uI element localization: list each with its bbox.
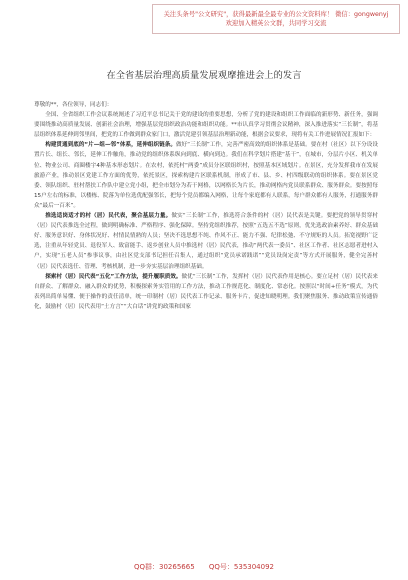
section-1-body: 做好“三长制”工作，完善严密高效的组织体系是基础。要在村（社区）以下分设设置片长、组长、邻长，延伸工作触角，推动党的组织体系纵向到底、横向到边。我们在科学划片搭建“基干”，在城市，分层片小区、机关单位、物业公司、商圈楼宇4种基本形态划片。在农村，依托村“两委”成员分区联组织村，按照基本区域划片。在景区，充分发挥我市在发展旅游产业，推动景区党建工作方面的优势，依托景区，探索构建片区联系机制，形成了市、县、乡、村四级联动的组织体系。要在景区党委、领队组织、驻村帮扶工作队中建立党小组，把全市划分为若干网格，以网格长为片长，推动网格内党员联系群众、服务群众。要按照每15户左右的标准，以楼栋、院落为单位选优配强邻长，把每个党员都编入网格，让每个家庭都有人联系，每户群众都有人服务，打通服务群众“最后一百米”。 bbox=[34, 142, 378, 209]
footer-contact bbox=[0, 562, 408, 572]
banner-line-2: 欢迎加入精英公文群，共同学习交流 bbox=[225, 20, 327, 27]
section-3-body: 做优“三长制”工作，发挥村（居）民代表作用是核心。要立足村（居）民代表来自群众、了解群众、融入群众的优势，积极探索务实管用的工作方法，推动工作规范化、制度化、常态化。按照以“时间+任务”模式，为代表列出简单易懂、便于操作的责任清单，统一印制村（居）民代表工作记录、服务卡片，促进知晓明理。我们聚焦服务、推动政策宣传通俗化，鼓励村（居）民代表用“土方言”“大白话”讲党的政策和国家 bbox=[34, 273, 378, 310]
footer-qq-group: QQ群：30265665 bbox=[134, 563, 195, 571]
section-2 bbox=[34, 211, 378, 272]
intro-paragraph: 全国、全省组织工作会议系统阐述了习近平总书记关于党的建设的重要思想，分析了党的建设和组织工作面临的新形势、新任务，强调要围绕推动高质量发展、创新社会治理，增强基层党组织政治功能和组织功能。**市认真学习贯彻会议精神，深入推进落实“三长制”，将基层组织体系延伸到邻里间，把党的工作做到群众家门口，激活党建引领基层治理新动能，根据会议要求，现将有关工作进展情况汇报如下： bbox=[34, 112, 378, 139]
section-2-body: 做实“三长制”工作，推选符合条件的村（居）民代表是关键。要把党的领导贯穿村（居）民代表推选全过程，做到明确标准、严格程序、强化保障。坚持党组织推荐，按照“五选五不选”原则，优先选政治素养好、群众基础好、服务意识好、身体状况好、村情民情熟的人员；坚决不选思想不纯、作风不正、能力不强、纪律松弛、不守规矩的人员。拓宽视野广泛选，注重从年轻党员、退役军人、致富能手、返乡创业人员中推选村（居）民代表，推动“两代表一委员”、社区工作者、社区志愿者进村入户，实现“五老人员”参事议事，由社区党支部书记担任召集人，通过组织“党员承诺践诺”“党员设岗定责”等方式开展服务，健全完善村（居）民代表选任、管理、考核机制，进一步夯实基层治理组织基础。 bbox=[34, 213, 378, 270]
document-body bbox=[34, 100, 378, 312]
greeting: 尊敬的**，各位领导，同志们： bbox=[34, 102, 113, 108]
banner-line-1: 关注头条号"公文研究"，获得最新最全最专业的公文资料库！ 微信：gongwenyj bbox=[163, 11, 389, 18]
section-2-heading: 推选适岗适才的村（居）民代表，聚合基层力量。 bbox=[45, 213, 172, 220]
section-3-heading: 探索村（居）民代表“五化”工作方法，提升履职质效。 bbox=[45, 273, 182, 280]
section-1 bbox=[34, 140, 378, 211]
document-title: 在全省基层治理高质量发展观摩推进会上的发言 bbox=[106, 70, 302, 81]
section-1-heading: 构建贯通到底的“片—组—邻”体系，延伸组织链条。 bbox=[45, 142, 176, 149]
section-3 bbox=[34, 272, 378, 312]
footer-qq: QQ号：535304092 bbox=[208, 563, 274, 571]
header-banner bbox=[152, 4, 400, 34]
